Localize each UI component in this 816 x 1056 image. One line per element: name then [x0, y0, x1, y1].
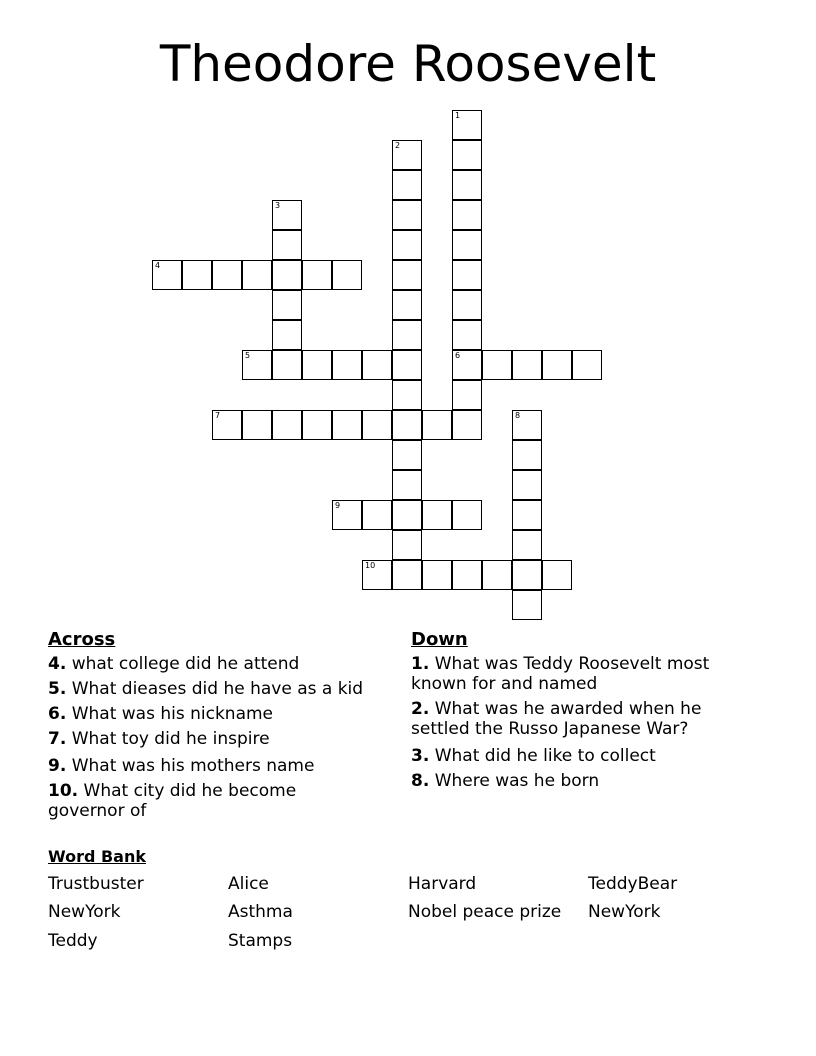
crossword-cell[interactable] — [272, 350, 302, 380]
crossword-cell[interactable] — [242, 260, 272, 290]
crossword-cell[interactable] — [392, 350, 422, 380]
crossword-cell[interactable] — [452, 320, 482, 350]
word-bank-item: Harvard — [408, 874, 477, 894]
crossword-cell[interactable] — [272, 200, 302, 230]
crossword-cell[interactable] — [272, 320, 302, 350]
down-clue — [411, 771, 761, 791]
word-bank-item: Nobel peace prize — [408, 902, 562, 922]
down-clue — [411, 746, 761, 766]
crossword-cell[interactable] — [452, 500, 482, 530]
word-bank-item: Alice — [228, 874, 269, 894]
crossword-cell[interactable] — [332, 260, 362, 290]
crossword-cell[interactable] — [302, 350, 332, 380]
crossword-cell[interactable] — [422, 500, 452, 530]
crossword-cell[interactable] — [572, 350, 602, 380]
crossword-cell[interactable] — [452, 140, 482, 170]
crossword-cell[interactable] — [452, 290, 482, 320]
cell-number: 10 — [365, 561, 376, 570]
across-clue — [48, 756, 388, 776]
crossword-cell[interactable] — [392, 290, 422, 320]
cell-number: 8 — [515, 411, 521, 420]
word-bank-title: Word Bank — [48, 847, 147, 866]
crossword-cell[interactable] — [332, 500, 362, 530]
clue-text: What city did he become governor of — [48, 781, 297, 821]
word-bank-item: Stamps — [228, 931, 293, 951]
across-clue — [48, 729, 388, 749]
across-clues — [48, 630, 388, 826]
clue-text: What was Teddy Roosevelt most known for and named — [411, 654, 710, 694]
crossword-cell[interactable] — [452, 350, 482, 380]
cell-number: 3 — [275, 201, 281, 210]
cell-number: 6 — [455, 351, 461, 360]
crossword-cell[interactable] — [542, 560, 572, 590]
crossword-cell[interactable] — [392, 410, 422, 440]
down-clue — [411, 699, 761, 739]
cell-number: 2 — [395, 141, 401, 150]
crossword-cell[interactable] — [422, 410, 452, 440]
crossword-cell[interactable] — [452, 230, 482, 260]
word-bank-item: NewYork — [588, 902, 661, 922]
crossword-cell[interactable] — [362, 350, 392, 380]
crossword-cell[interactable] — [392, 320, 422, 350]
clue-number: 4. — [48, 654, 67, 674]
crossword-cell[interactable] — [512, 530, 542, 560]
crossword-cell[interactable] — [362, 560, 392, 590]
crossword-cell[interactable] — [392, 140, 422, 170]
clue-number: 6. — [48, 704, 67, 724]
word-bank-item: NewYork — [48, 902, 121, 922]
crossword-cell[interactable] — [332, 410, 362, 440]
across-clue — [48, 781, 348, 821]
clue-number: 8. — [411, 771, 430, 791]
clue-number: 5. — [48, 679, 67, 699]
clue-text: What dieases did he have as a kid — [71, 679, 364, 699]
crossword-cell[interactable] — [452, 560, 482, 590]
crossword-cell[interactable] — [452, 200, 482, 230]
crossword-cell[interactable] — [272, 410, 302, 440]
across-heading: Across — [48, 629, 116, 650]
crossword-cell[interactable] — [452, 380, 482, 410]
clue-number: 2. — [411, 699, 430, 719]
clue-number: 7. — [48, 729, 67, 749]
crossword-cell[interactable] — [392, 260, 422, 290]
clue-text: What was he awarded when he settled the Russo Japanese War? — [411, 699, 702, 739]
cell-number: 5 — [245, 351, 251, 360]
crossword-cell[interactable] — [392, 440, 422, 470]
crossword-cell[interactable] — [512, 440, 542, 470]
crossword-cell[interactable] — [512, 560, 542, 590]
clue-number: 10. — [48, 781, 79, 801]
crossword-cell[interactable] — [242, 410, 272, 440]
clue-text: What did he like to collect — [434, 746, 656, 766]
crossword-cell[interactable] — [512, 500, 542, 530]
crossword-cell[interactable] — [392, 560, 422, 590]
crossword-cell[interactable] — [392, 230, 422, 260]
down-clues — [411, 630, 761, 796]
crossword-cell[interactable] — [362, 500, 392, 530]
crossword-cell[interactable] — [392, 470, 422, 500]
across-clue — [48, 679, 388, 699]
crossword-cell[interactable] — [272, 290, 302, 320]
crossword-cell[interactable] — [512, 410, 542, 440]
crossword-cell[interactable] — [242, 350, 272, 380]
crossword-cell[interactable] — [212, 260, 242, 290]
clue-number: 3. — [411, 746, 430, 766]
clue-number: 1. — [411, 654, 430, 674]
clue-text: What was his mothers name — [71, 756, 315, 776]
crossword-cell[interactable] — [272, 230, 302, 260]
crossword-cell[interactable] — [362, 410, 392, 440]
crossword-cell[interactable] — [302, 410, 332, 440]
cell-number: 9 — [335, 501, 341, 510]
crossword-cell[interactable] — [512, 350, 542, 380]
crossword-cell[interactable] — [392, 200, 422, 230]
word-bank-item: Trustbuster — [48, 874, 144, 894]
crossword-cell[interactable] — [542, 350, 572, 380]
down-heading: Down — [411, 629, 468, 650]
crossword-cell[interactable] — [392, 500, 422, 530]
clue-text: what college did he attend — [71, 654, 300, 674]
cell-number: 7 — [215, 411, 221, 420]
down-clue — [411, 654, 761, 694]
crossword-cell[interactable] — [512, 590, 542, 620]
clue-text: What toy did he inspire — [71, 729, 270, 749]
crossword-cell[interactable] — [332, 350, 362, 380]
across-clue — [48, 704, 388, 724]
cell-number: 1 — [455, 111, 461, 120]
word-bank-item: Teddy — [48, 931, 98, 951]
crossword-cell[interactable] — [452, 410, 482, 440]
crossword-cell[interactable] — [392, 380, 422, 410]
crossword-cell[interactable] — [482, 350, 512, 380]
crossword-cell[interactable] — [452, 260, 482, 290]
crossword-cell[interactable] — [482, 560, 512, 590]
crossword-cell[interactable] — [452, 110, 482, 140]
page-title: Theodore Roosevelt — [159, 35, 657, 93]
cell-number: 4 — [155, 261, 161, 270]
crossword-cell[interactable] — [422, 560, 452, 590]
crossword-cell[interactable] — [392, 170, 422, 200]
crossword-cell[interactable] — [302, 260, 332, 290]
clue-number: 9. — [48, 756, 67, 776]
word-bank-item: Asthma — [228, 902, 293, 922]
crossword-cell[interactable] — [272, 260, 302, 290]
crossword-cell[interactable] — [212, 410, 242, 440]
crossword-cell[interactable] — [512, 470, 542, 500]
word-bank-item: TeddyBear — [588, 874, 678, 894]
across-clue — [48, 654, 388, 674]
crossword-cell[interactable] — [182, 260, 212, 290]
clue-text: Where was he born — [434, 771, 600, 791]
clue-text: What was his nickname — [71, 704, 274, 724]
crossword-cell[interactable] — [452, 170, 482, 200]
crossword-cell[interactable] — [152, 260, 182, 290]
crossword-cell[interactable] — [392, 530, 422, 560]
